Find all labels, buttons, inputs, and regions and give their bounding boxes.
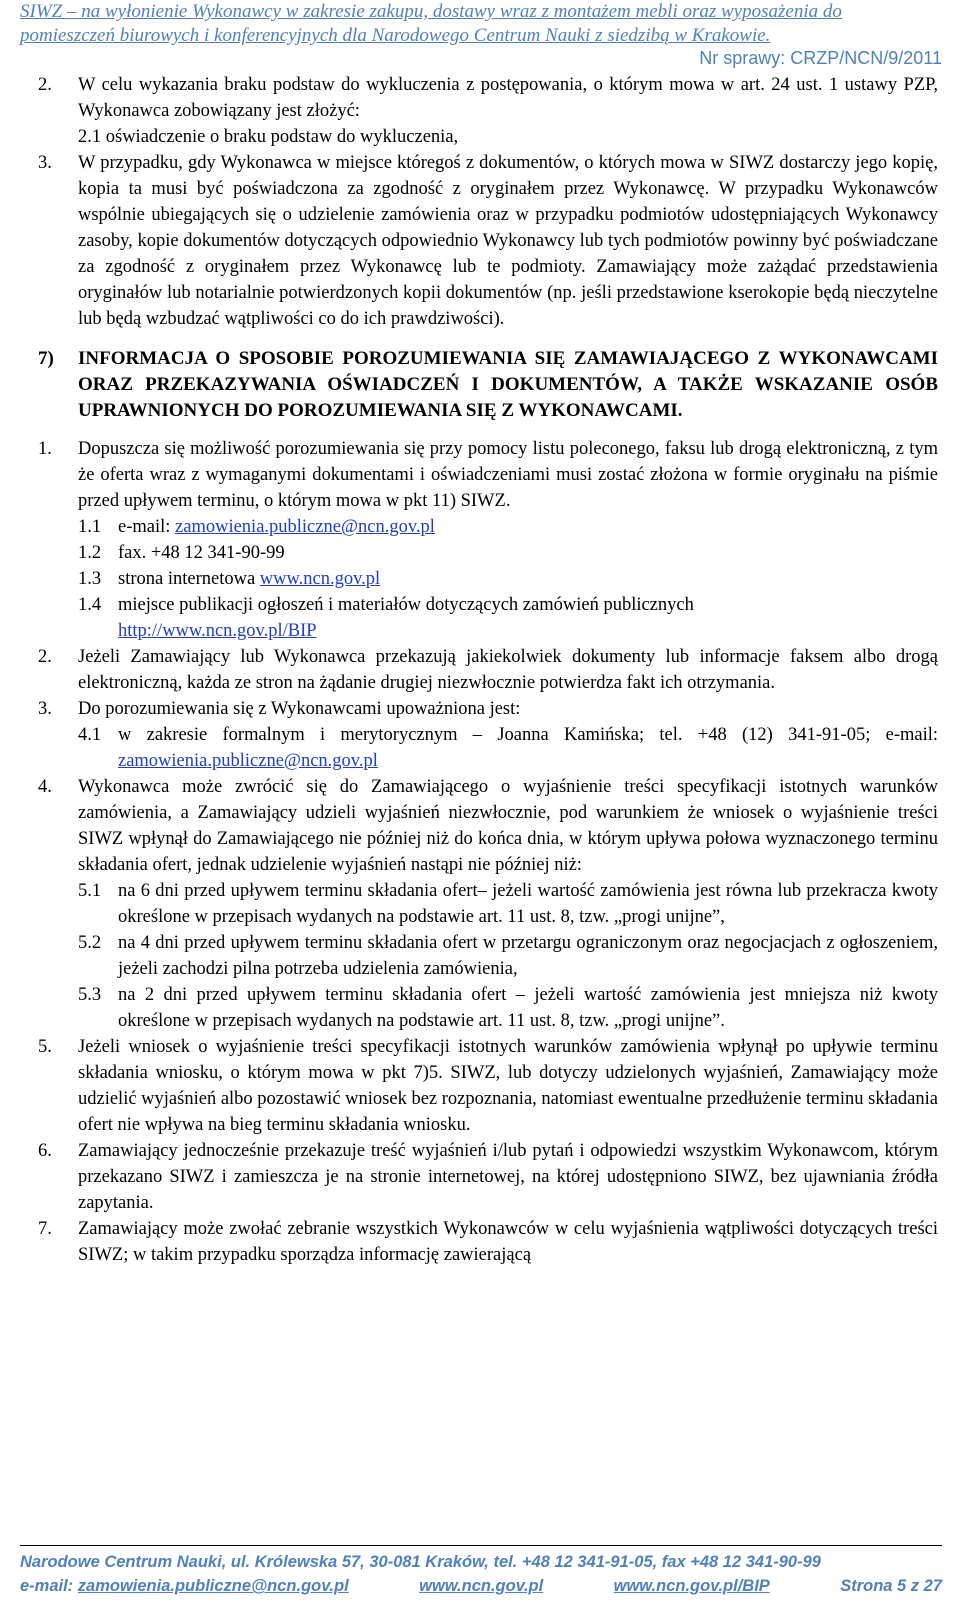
email-link[interactable]: zamowienia.publiczne@ncn.gov.pl — [175, 517, 435, 537]
list-item — [20, 644, 938, 696]
sub-item-text: fax. +48 12 341-90-99 — [118, 543, 285, 563]
item-text: Do porozumiewania się z Wykonawcami upoważniona jest: — [78, 699, 521, 719]
footer-links — [20, 1574, 942, 1598]
sub-item — [20, 514, 938, 540]
item-number: 7. — [38, 1219, 52, 1239]
footer-divider — [20, 1545, 942, 1546]
item-number: 2. — [38, 647, 52, 667]
footer-www-link[interactable]: www.ncn.gov.pl — [419, 1577, 544, 1595]
sub-item-number: 5.3 — [78, 985, 102, 1005]
sub-item-number: 1.4 — [78, 595, 102, 615]
sub-item-number: 4.1 — [78, 725, 102, 745]
item-number: 5. — [38, 1037, 52, 1057]
header-title-line-1: SIWZ – na wyłonienie Wykonawcy w zakresie zakupu, dostawy wraz z montażem mebli oraz wyposażenia do — [20, 1, 842, 22]
item-text: Zamawiający może zwołać zebranie wszystkich Wykonawców w celu wyjaśnienia wątpliwości dotyczących treści SIWZ; w takim przypadku sporządza informację zawierającą — [78, 1219, 938, 1265]
section-number: 7) — [38, 348, 54, 369]
item-text: Jeżeli wniosek o wyjaśnienie treści specyfikacji istotnych warunków zamówienia wpłynął po upływie terminu składania wniosku, o którym mowa w pkt 7)5. SIWZ, lub dotyczy udzielonych wyjaśnień, Zamawiający może udzielić wyjaśnień albo pozostawić wniosek bez rozpoznania, natomiast ewentualne przedłużenie terminu składania ofert nie wpływa na bieg terminu składania wniosku. — [78, 1037, 938, 1135]
sub-item-text: miejsce publikacji ogłoszeń i materiałów dotyczących zamówień publicznych — [118, 595, 694, 615]
sub-item-text: na 2 dni przed upływem terminu składania ofert – jeżeli wartość zamówienia jest mniejsza niż kwoty określone w przepisach wydanych na podstawie art. 11 ust. 8, tzw. „progi unijne”. — [118, 985, 938, 1031]
item-text: Jeżeli Zamawiający lub Wykonawca przekazują jakiekolwiek dokumenty lub informacje faksem albo drogą elektroniczną, każda ze stron na żądanie drugiej niezwłocznie potwierdza fakt ich otrzymania. — [78, 647, 938, 693]
item-number: 6. — [38, 1141, 52, 1161]
list-item — [20, 1034, 938, 1138]
website-link[interactable]: www.ncn.gov.pl — [259, 569, 381, 589]
list-item — [20, 436, 938, 514]
footer-address: Narodowe Centrum Nauki, ul. Królewska 57, 30-081 Kraków, tel. +48 12 341-91-05, fax +48 12 341-90-99 — [20, 1553, 821, 1571]
item-number: 4. — [38, 777, 52, 797]
case-number: Nr sprawy: CRZP/NCN/9/2011 — [699, 48, 942, 68]
item-text: Zamawiający jednocześnie przekazuje treść wyjaśnień i/lub pytań i odpowiedzi wszystkim Wykonawcom, którym przekazano SIWZ i zamieszcza je na stronie internetowej, na której udostępniono SIWZ, bez ujawniania źródła zapytania. — [78, 1141, 938, 1213]
sub-item-text: na 6 dni przed upływem terminu składania ofert– jeżeli wartość zamówienia jest równa lub przekracza kwoty określone w przepisach wydanych na podstawie art. 11 ust. 8, tzw. „progi unijne”, — [118, 881, 938, 927]
item-number: 3. — [38, 153, 52, 173]
section-heading — [20, 346, 938, 424]
sub-item — [20, 878, 938, 930]
footer-email-label: e-mail: — [20, 1577, 78, 1595]
footer-bip-link[interactable]: www.ncn.gov.pl/BIP — [613, 1577, 770, 1595]
bip-link[interactable]: http://www.ncn.gov.pl/BIP — [118, 621, 317, 641]
item-text: W przypadku, gdy Wykonawca w miejsce któregoś z dokumentów, o których mowa w SIWZ dostarczy jego kopię, kopia ta musi być poświadczona za zgodność z oryginałem przez Wykonawcę. W przypadku Wykonawców wspólnie ubiegających się o udzielenie zamówienia oraz w przypadku podmiotów udostępniających Wykonawcy zasoby, kopie dokumentów dotyczących odpowiednio Wykonawcy lub tych podmiotów powinny być poświadczane za zgodność z oryginałem przez Wykonawcę lub te podmioty. Zamawiający może zażądać przedstawienia oryginałów lub notarialnie potwierdzonych kopii dokumentów (np. jeśli przedstawione kserokopie będą nieczytelne lub będą wzbudzać wątpliwości co do ich prawdziwości). — [78, 153, 938, 329]
document-body — [20, 72, 938, 1268]
sub-item — [20, 592, 938, 644]
item-text: W celu wykazania braku podstaw do wykluczenia z postępowania, o którym mowa w art. 24 ust. 1 ustawy PZP, Wykonawca zobowiązany jest złożyć: — [78, 75, 938, 121]
page-footer — [20, 1545, 942, 1598]
sub-item-text: na 4 dni przed upływem terminu składania ofert w przetargu ograniczonym oraz negocjacjach z ogłoszeniem, jeżeli zachodzi pilna potrzeba udzielenia zamówienia, — [118, 933, 938, 979]
list-item — [20, 774, 938, 878]
item-number: 2. — [38, 75, 52, 95]
item-text: Wykonawca może zwrócić się do Zamawiającego o wyjaśnienie treści specyfikacji istotnych warunków zamówienia, a Zamawiający udzieli wyjaśnień niezwłocznie, pod warunkiem że wniosek o wyjaśnienie treści SIWZ wpłynął do Zamawiającego nie później niż do końca dnia, w którym upływa połowa wyznaczonego terminu składania ofert, jednak udzielenie wyjaśnień nastąpi nie później niż: — [78, 777, 938, 875]
footer-email-group — [20, 1574, 349, 1598]
sub-item — [20, 982, 938, 1034]
sub-item — [20, 566, 938, 592]
sub-item-number: 1.1 — [78, 517, 102, 537]
email-link[interactable]: zamowienia.publiczne@ncn.gov.pl — [118, 751, 378, 771]
sub-item-label: e-mail: — [118, 517, 176, 537]
sub-item-number: 5.2 — [78, 933, 102, 953]
section-title: INFORMACJA O SPOSOBIE POROZUMIEWANIA SIĘ ZAMAWIAJĄCEGO Z WYKONAWCAMI ORAZ PRZEKAZYWANIA OŚWIADCZEŃ I DOKUMENTÓW, A TAKŻE WSKAZANIE OSÓB UPRAWNIONYCH DO POROZUMIEWANIA SIĘ Z WYKONAWCAMI. — [78, 348, 938, 421]
list-item — [20, 1216, 938, 1268]
sub-item-number: 1.3 — [78, 569, 102, 589]
header-title-line-2: pomieszczeń biurowych i konferencyjnych dla Narodowego Centrum Nauki z siedzibą w Krakowie. — [20, 25, 771, 46]
item-text: Dopuszcza się możliwość porozumiewania się przy pomocy listu poleconego, faksu lub drogą elektroniczną, z tym że oferta wraz z wymaganymi dokumentami i oświadczeniami musi zostać złożona w formie oryginału na piśmie przed upływem terminu, o którym mowa w pkt 11) SIWZ. — [78, 439, 938, 511]
item-text: 2.1 oświadczenie o braku podstaw do wykluczenia, — [78, 127, 459, 147]
sub-item — [20, 930, 938, 982]
sub-item-number: 1.2 — [78, 543, 102, 563]
sub-item-label: strona internetowa — [118, 569, 260, 589]
item-number: 1. — [38, 439, 52, 459]
list-item — [20, 72, 938, 124]
page-header — [20, 0, 942, 68]
item-number: 3. — [38, 699, 52, 719]
footer-email-link[interactable]: zamowienia.publiczne@ncn.gov.pl — [77, 1577, 349, 1595]
list-item — [20, 124, 938, 150]
sub-item — [20, 722, 938, 774]
list-item — [20, 1138, 938, 1216]
sub-item-number: 5.1 — [78, 881, 102, 901]
sub-item-text: w zakresie formalnym i merytorycznym – Joanna Kamińska; tel. +48 (12) 341-91-05; e-mail: — [118, 725, 938, 745]
sub-item — [20, 540, 938, 566]
list-item — [20, 150, 938, 332]
list-item — [20, 696, 938, 722]
page-number: Strona 5 z 27 — [840, 1577, 942, 1595]
